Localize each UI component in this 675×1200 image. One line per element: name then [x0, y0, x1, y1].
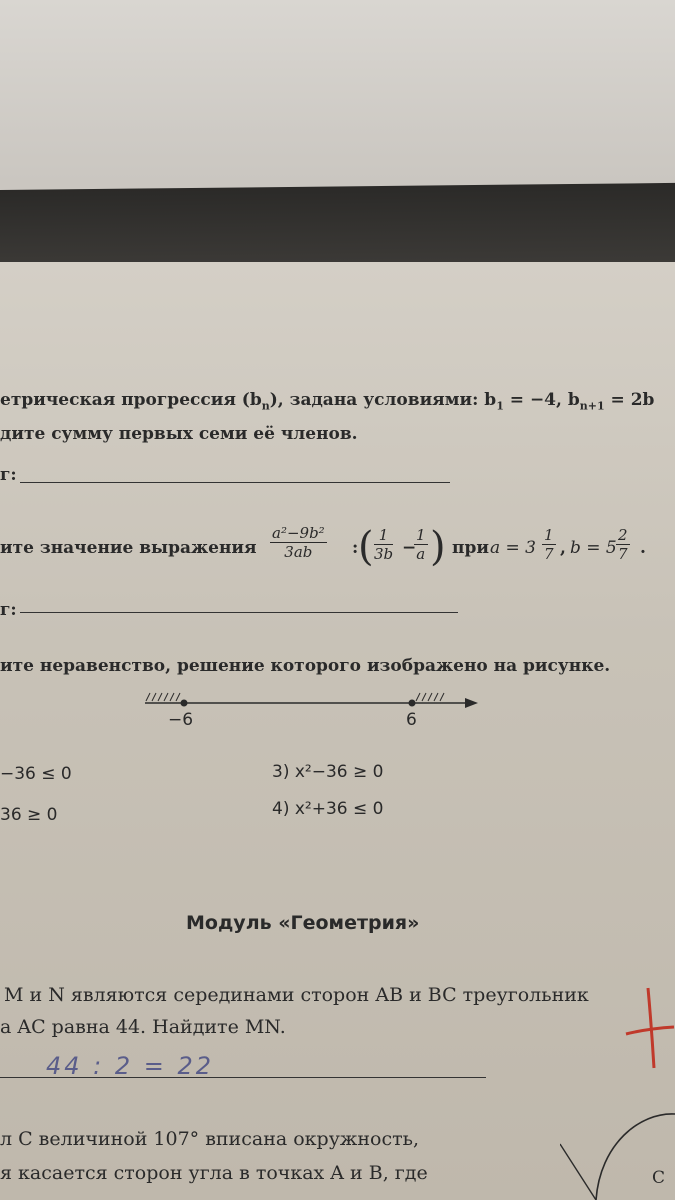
worksheet-page: [0, 262, 675, 1200]
hatch-right: [416, 693, 444, 701]
left-paren: (: [358, 524, 374, 570]
expression-intro: ите значение выражения: [0, 538, 257, 558]
a-fraction-den: 7: [544, 545, 554, 563]
colon-sign: :: [352, 538, 359, 558]
answer-line-2[interactable]: [20, 612, 458, 613]
period: .: [640, 538, 646, 558]
progression-sub-n: n: [261, 399, 270, 413]
module-heading: Модуль «Геометрия»: [186, 912, 420, 934]
a-fraction: [542, 526, 556, 563]
fraction-1-over-3b: [374, 526, 393, 563]
answer-label-1: г:: [0, 465, 17, 485]
angle-text-line2: я касается сторон угла в точках A и B, где: [0, 1162, 428, 1184]
progression-sub-n1: n+1: [579, 399, 605, 413]
answer-label-2: г:: [0, 600, 17, 620]
b-fraction: [616, 526, 630, 563]
answer-line-1[interactable]: [20, 482, 450, 483]
a-fraction-num: 1: [544, 526, 554, 544]
comma: ,: [560, 538, 566, 558]
b-fraction-num: 2: [618, 526, 628, 544]
right-paren: ): [430, 524, 446, 570]
option-2[interactable]: 36 ≥ 0: [0, 805, 58, 825]
number-line-arrow: [465, 698, 478, 708]
a-value: a = 3: [490, 538, 537, 558]
fraction-main-denominator: 3ab: [284, 543, 313, 561]
option-1[interactable]: −36 ≤ 0: [0, 764, 72, 784]
progression-part-d: = 2b: [604, 390, 655, 410]
point-minus-6: [181, 700, 188, 707]
fraction-main-numerator: a²−9b²: [272, 524, 325, 542]
inequality-text: ите неравенство, решение которого изображено на рисунке.: [0, 656, 611, 676]
option-4[interactable]: 4) x²+36 ≤ 0: [272, 799, 384, 819]
page-gap-shadow: [0, 183, 675, 270]
at-word: при: [452, 538, 489, 558]
minus-sign: −: [402, 538, 417, 558]
angle-text-line1: л C величиной 107° вписана окружность,: [0, 1128, 419, 1150]
midpoints-text-line1: M и N являются серединами сторон AB и BC треугольник: [4, 984, 589, 1006]
fraction-1-over-a: [414, 526, 428, 563]
label-6: 6: [406, 710, 417, 730]
fraction2-numerator: 1: [374, 526, 393, 545]
progression-part-b: ), задана условиями: b: [269, 390, 497, 410]
progression-text-line1: [0, 390, 654, 412]
hatch-left: [146, 693, 180, 701]
fraction3-denominator: a: [416, 545, 426, 563]
fraction-main: [270, 524, 327, 561]
corner-letter: С: [652, 1168, 666, 1188]
midpoints-text-line2: а AC равна 44. Найдите MN.: [0, 1016, 286, 1038]
progression-sub-1: 1: [496, 399, 504, 413]
fraction3-numerator: 1: [416, 526, 426, 544]
option-3[interactable]: 3) x²−36 ≥ 0: [272, 762, 384, 782]
b-fraction-den: 7: [618, 545, 628, 563]
progression-part-a: етрическая прогрессия (b: [0, 390, 262, 410]
angle-ray: [560, 1144, 596, 1200]
handwritten-answer: 44 : 2 = 22: [46, 1052, 215, 1080]
label-minus-6: −6: [168, 710, 194, 730]
point-6: [409, 700, 416, 707]
upper-sheet-edge: [0, 0, 675, 195]
answer-line-3[interactable]: [0, 1077, 486, 1078]
progression-text-line2: дите сумму первых семи её членов.: [0, 424, 358, 444]
fraction2-denominator: 3b: [374, 545, 394, 563]
red-pen-mark: [622, 980, 675, 1075]
b-value: b = 5: [570, 538, 617, 558]
progression-part-c: = −4, b: [503, 390, 580, 410]
